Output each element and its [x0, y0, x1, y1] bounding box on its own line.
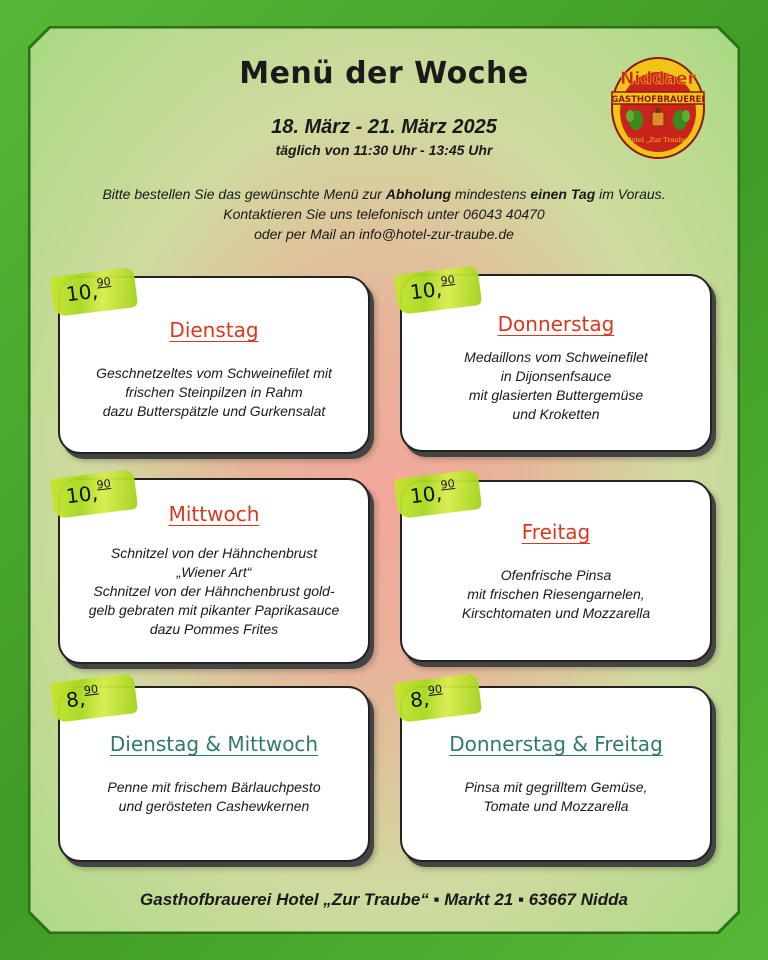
info-bold-pickup: Abholung	[385, 186, 452, 202]
card-day-title: Freitag	[521, 520, 591, 544]
card-desc-line: Schnitzel von der Hähnchenbrust	[110, 545, 318, 561]
card-desc-line: dazu Butterspätzle und Gurkensalat	[102, 403, 326, 419]
card-desc-line: und Kroketten	[512, 406, 600, 422]
card-desc-line: in Dijonsenfsauce	[500, 368, 612, 384]
card-description	[68, 364, 360, 421]
card-description	[410, 566, 702, 623]
card-desc-line: „Wiener Art“	[176, 564, 252, 580]
card-desc-line: Medaillons vom Schweinefilet	[464, 349, 648, 365]
card-description	[410, 778, 702, 816]
card-day-title: Dienstag & Mittwoch	[109, 732, 319, 756]
price-main: 10,	[64, 278, 100, 307]
card-day-title: Donnerstag	[497, 312, 615, 336]
price-main: 10,	[408, 480, 444, 509]
card-description	[68, 778, 360, 816]
card-desc-line: Geschnetzeltes vom Schweinefilet mit	[96, 365, 332, 381]
price-main: 10,	[408, 276, 444, 305]
price-value	[65, 684, 101, 712]
card-desc-line: Schnitzel von der Hähnchenbrust gold-	[93, 583, 335, 599]
card-day-title: Dienstag	[169, 318, 259, 342]
logo-bottom-text: Hotel „Zur Traube“	[625, 136, 691, 144]
info-text: Bitte bestellen Sie das gewünschte Menü zur	[102, 186, 386, 202]
card-desc-line: dazu Pommes Frites	[149, 621, 279, 637]
card-desc-line: mit glasierten Buttergemüse	[468, 387, 644, 403]
info-text: mindestens	[451, 186, 531, 202]
brewery-logo	[608, 54, 708, 160]
card-desc-line: Ofenfrische Pinsa	[500, 567, 612, 583]
price-value	[409, 684, 445, 712]
card-desc-line: Tomate und Mozzarella	[483, 798, 629, 814]
card-desc-line: Penne mit frischem Bärlauchpesto	[107, 779, 321, 795]
order-info	[40, 184, 728, 244]
card-desc-line: und gerösteten Cashewkernen	[118, 798, 310, 814]
page-title: Menü der Woche	[239, 56, 529, 91]
card-description	[410, 348, 702, 424]
order-info-phone: Kontaktieren Sie uns telefonisch unter 06043 40470	[223, 206, 545, 222]
card-desc-line: gelb gebraten mit pikanter Paprikasauce	[88, 602, 340, 618]
price-cents: 90	[83, 682, 99, 698]
card-description	[68, 544, 360, 639]
price-main: 10,	[64, 480, 100, 509]
card-desc-line: mit frischen Riesengarnelen,	[467, 586, 645, 602]
price-cents: 90	[439, 273, 456, 288]
card-desc-line: Pinsa mit gegrilltem Gemüse,	[464, 779, 648, 795]
footer-address: Gasthofbrauerei Hotel „Zur Traube“ ▪ Markt 21 ▪ 63667 Nidda	[140, 890, 628, 909]
card-day-title: Donnerstag & Freitag	[449, 732, 663, 756]
date-range: 18. März - 21. März 2025	[271, 116, 497, 138]
info-text: im Voraus.	[595, 186, 666, 202]
order-info-email: oder per Mail an info@hotel-zur-traube.de	[254, 226, 514, 242]
order-info-line-1	[40, 184, 728, 204]
price-cents: 90	[427, 682, 443, 698]
info-bold-day: einen Tag	[530, 186, 596, 202]
price-cents: 90	[95, 477, 112, 492]
price-cents: 90	[95, 275, 112, 290]
logo-top-text: Niddaer	[620, 69, 696, 89]
logo-band-text: GASTHOFBRAUEREI	[611, 95, 705, 105]
price-main: 8,	[408, 686, 431, 713]
card-day-title: Mittwoch	[168, 502, 260, 526]
card-desc-line: frischen Steinpilzen in Rahm	[125, 384, 303, 400]
price-main: 8,	[64, 686, 87, 713]
card-desc-line: Kirschtomaten und Mozzarella	[461, 605, 651, 621]
price-cents: 90	[439, 477, 456, 492]
opening-hours: täglich von 11:30 Uhr - 13:45 Uhr	[275, 142, 493, 158]
